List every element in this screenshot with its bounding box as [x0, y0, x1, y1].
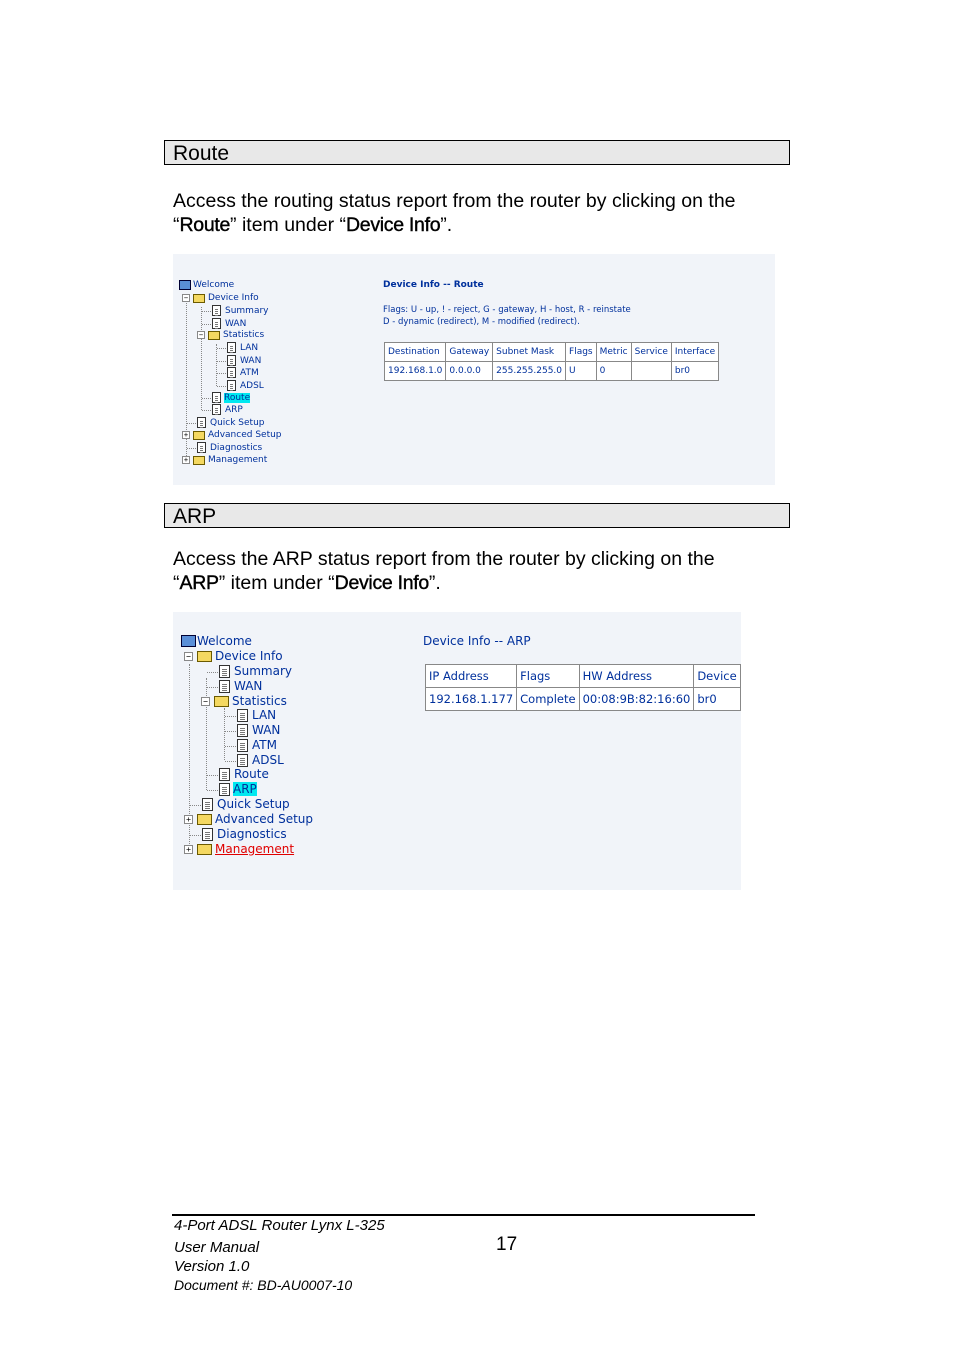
- tree-management-label: Management: [208, 455, 268, 465]
- route-cell-interface: br0: [671, 362, 718, 381]
- folder-open-icon: [193, 294, 205, 303]
- tree-statistics-label: Statistics: [232, 694, 287, 708]
- arp-screenshot: [173, 612, 741, 890]
- document-icon: [227, 367, 236, 378]
- folder-icon: [197, 844, 212, 855]
- expand-icon: +: [183, 456, 189, 464]
- route-section-heading: [164, 140, 790, 165]
- arp-section-heading: [164, 503, 790, 528]
- route-col-flags: Flags: [566, 343, 597, 362]
- tree-atm-label: ATM: [252, 738, 277, 752]
- tree-route-label: Route: [224, 392, 251, 403]
- tree-quick-setup[interactable]: [197, 417, 265, 428]
- route-col-metric: Metric: [596, 343, 631, 362]
- arp-para-parent: Device Info: [334, 572, 429, 594]
- arp-para-mid: ” item under “: [218, 572, 335, 594]
- document-icon: [212, 305, 221, 316]
- page-number: 17: [496, 1234, 518, 1255]
- arp-col-flags: Flags: [517, 665, 579, 688]
- tree-stat-atm[interactable]: [227, 367, 259, 378]
- tree-management[interactable]: [184, 842, 294, 856]
- route-paragraph: [173, 189, 793, 237]
- folder-icon: [193, 456, 205, 465]
- folder-icon: [197, 814, 212, 825]
- tree-wan-label: WAN: [234, 679, 263, 693]
- route-heading-text: Route: [173, 142, 230, 165]
- tree-diagnostics[interactable]: [197, 442, 262, 453]
- tree-wan[interactable]: [212, 318, 246, 329]
- arp-cell-ip-address: 192.168.1.177: [426, 688, 517, 711]
- tree-device-info-label: Device Info: [215, 649, 283, 663]
- collapse-icon: −: [183, 294, 189, 302]
- arp-cell-hw-address: 00:08:9B:82:16:60: [579, 688, 694, 711]
- tree-stat-wan[interactable]: [227, 355, 261, 366]
- tree-advanced-setup[interactable]: [184, 812, 313, 826]
- tree-diagnostics[interactable]: [202, 827, 287, 841]
- folder-icon: [193, 431, 205, 440]
- footer-document-number: Document #: BD-AU0007-10: [174, 1277, 353, 1293]
- tree-stat-atm[interactable]: [237, 738, 277, 752]
- document-icon: [212, 392, 221, 403]
- tree-route[interactable]: [212, 392, 250, 403]
- route-flags-line1: Flags: U - up, ! - reject, G - gateway, H - host, R - reinstate: [383, 305, 631, 315]
- route-para-end: ”.: [440, 214, 453, 236]
- route-cell-metric: 0: [596, 362, 631, 381]
- tree-arp-label: ARP: [225, 404, 243, 415]
- tree-diagnostics-label: Diagnostics: [217, 827, 287, 841]
- route-para-mid: ” item under “: [230, 214, 346, 236]
- route-cell-destination: 192.168.1.0: [385, 362, 446, 381]
- document-icon: [227, 380, 236, 391]
- tree-welcome-label: Welcome: [193, 280, 235, 290]
- arp-paragraph: [173, 547, 793, 595]
- tree-summary-label: Summary: [234, 664, 292, 678]
- arp-cell-device: br0: [694, 688, 741, 711]
- document-icon: [227, 355, 236, 366]
- tree-route-label: Route: [234, 767, 269, 781]
- document-icon: [237, 724, 248, 737]
- table-row: [385, 362, 719, 381]
- tree-atm-label: ATM: [240, 367, 259, 378]
- tree-arp[interactable]: [212, 404, 243, 415]
- arp-table: [425, 664, 741, 711]
- route-table-header: [385, 343, 719, 362]
- tree-management-label: Management: [215, 842, 295, 856]
- route-cell-service: [631, 362, 671, 381]
- tree-stat-wan-label: WAN: [252, 723, 281, 737]
- arp-para-item: ARP: [179, 572, 219, 594]
- tree-device-info[interactable]: [184, 649, 283, 663]
- tree-wan-label: WAN: [225, 318, 247, 329]
- folder-open-icon: [197, 651, 212, 662]
- tree-arp-label: ARP: [233, 782, 257, 796]
- route-col-service: Service: [631, 343, 671, 362]
- route-screenshot: [173, 254, 775, 485]
- route-cell-subnet-mask: 255.255.255.0: [493, 362, 566, 381]
- footer-product: 4-Port ADSL Router Lynx L-325: [174, 1217, 385, 1234]
- tree-wan[interactable]: [219, 679, 262, 693]
- tree-stat-lan[interactable]: [237, 708, 276, 722]
- tree-stat-lan[interactable]: [227, 342, 258, 353]
- tree-statistics-label: Statistics: [223, 330, 265, 340]
- document-icon: [237, 709, 248, 722]
- tree-welcome-label: Welcome: [197, 634, 252, 648]
- route-para-quote: “: [173, 214, 180, 236]
- arp-col-hw-address: HW Address: [579, 665, 694, 688]
- arp-col-ip-address: IP Address: [426, 665, 517, 688]
- tree-lan-label: LAN: [240, 342, 259, 353]
- route-col-destination: Destination: [385, 343, 446, 362]
- collapse-icon: −: [184, 652, 193, 661]
- route-panel-title: Device Info -- Route: [383, 280, 484, 290]
- tree-diagnostics-label: Diagnostics: [210, 442, 263, 453]
- computer-icon: [181, 635, 196, 647]
- tree-welcome[interactable]: [181, 634, 252, 648]
- document-icon: [219, 680, 230, 693]
- route-flags-line2: D - dynamic (redirect), M - modified (redirect).: [383, 317, 580, 327]
- route-para-parent: Device Info: [346, 214, 441, 236]
- document-icon: [219, 665, 230, 678]
- arp-heading-text: ARP: [173, 505, 217, 528]
- document-icon: [202, 798, 213, 811]
- route-para-line1: Access the routing status report from the router by clicking on the: [173, 190, 736, 212]
- computer-icon: [179, 280, 191, 290]
- tree-welcome[interactable]: [179, 280, 234, 290]
- arp-para-quote: “: [173, 572, 180, 594]
- route-table: [384, 342, 719, 381]
- tree-advanced-setup[interactable]: [182, 430, 282, 440]
- arp-para-end: ”.: [428, 572, 441, 594]
- document-icon: [212, 404, 221, 415]
- tree-advanced-setup-label: Advanced Setup: [215, 812, 314, 826]
- route-para-item: Route: [179, 214, 231, 236]
- tree-summary-label: Summary: [225, 305, 269, 316]
- tree-statistics[interactable]: [197, 330, 264, 340]
- tree-device-info-label: Device Info: [208, 293, 259, 303]
- document-icon: [197, 442, 206, 453]
- folder-open-icon: [214, 696, 229, 707]
- route-col-interface: Interface: [671, 343, 718, 362]
- route-cell-flags: U: [566, 362, 597, 381]
- collapse-icon: −: [201, 697, 210, 706]
- document-icon: [237, 754, 248, 767]
- tree-management[interactable]: [182, 455, 267, 465]
- tree-adsl-label: ADSL: [240, 380, 264, 391]
- table-row: [426, 688, 741, 711]
- tree-summary[interactable]: [219, 664, 292, 678]
- document-icon: [219, 768, 230, 781]
- expand-icon: +: [183, 431, 189, 439]
- document-icon: [212, 318, 221, 329]
- tree-quick-setup-label: Quick Setup: [210, 417, 265, 428]
- footer-manual: User Manual: [174, 1239, 260, 1256]
- document-icon: [219, 783, 230, 796]
- tree-device-info[interactable]: [182, 293, 259, 303]
- tree-lan-label: LAN: [252, 708, 277, 722]
- arp-table-header: [426, 665, 741, 688]
- tree-adsl-label: ADSL: [252, 753, 284, 767]
- route-cell-gateway: 0.0.0.0: [446, 362, 493, 381]
- tree-statistics[interactable]: [201, 694, 287, 708]
- document-icon: [227, 342, 236, 353]
- route-col-subnet-mask: Subnet Mask: [493, 343, 566, 362]
- document-icon: [197, 417, 206, 428]
- tree-stat-adsl[interactable]: [227, 380, 264, 391]
- footer-version: Version 1.0: [174, 1258, 250, 1275]
- arp-panel-title: Device Info -- ARP: [423, 634, 531, 648]
- tree-arp[interactable]: [219, 782, 257, 796]
- tree-stat-wan[interactable]: [237, 723, 280, 737]
- arp-para-line1: Access the ARP status report from the router by clicking on the: [173, 548, 715, 570]
- document-icon: [202, 828, 213, 841]
- folder-open-icon: [208, 331, 220, 340]
- tree-stat-wan-label: WAN: [240, 355, 262, 366]
- collapse-icon: −: [198, 331, 204, 339]
- tree-advanced-setup-label: Advanced Setup: [208, 430, 282, 440]
- document-icon: [237, 739, 248, 752]
- expand-icon: +: [184, 845, 193, 854]
- tree-summary[interactable]: [212, 305, 269, 316]
- tree-quick-setup-label: Quick Setup: [217, 797, 290, 811]
- arp-col-device: Device: [694, 665, 741, 688]
- tree-quick-setup[interactable]: [202, 797, 290, 811]
- route-col-gateway: Gateway: [446, 343, 493, 362]
- tree-route[interactable]: [219, 767, 269, 781]
- arp-cell-flags: Complete: [517, 688, 579, 711]
- expand-icon: +: [184, 815, 193, 824]
- tree-stat-adsl[interactable]: [237, 753, 284, 767]
